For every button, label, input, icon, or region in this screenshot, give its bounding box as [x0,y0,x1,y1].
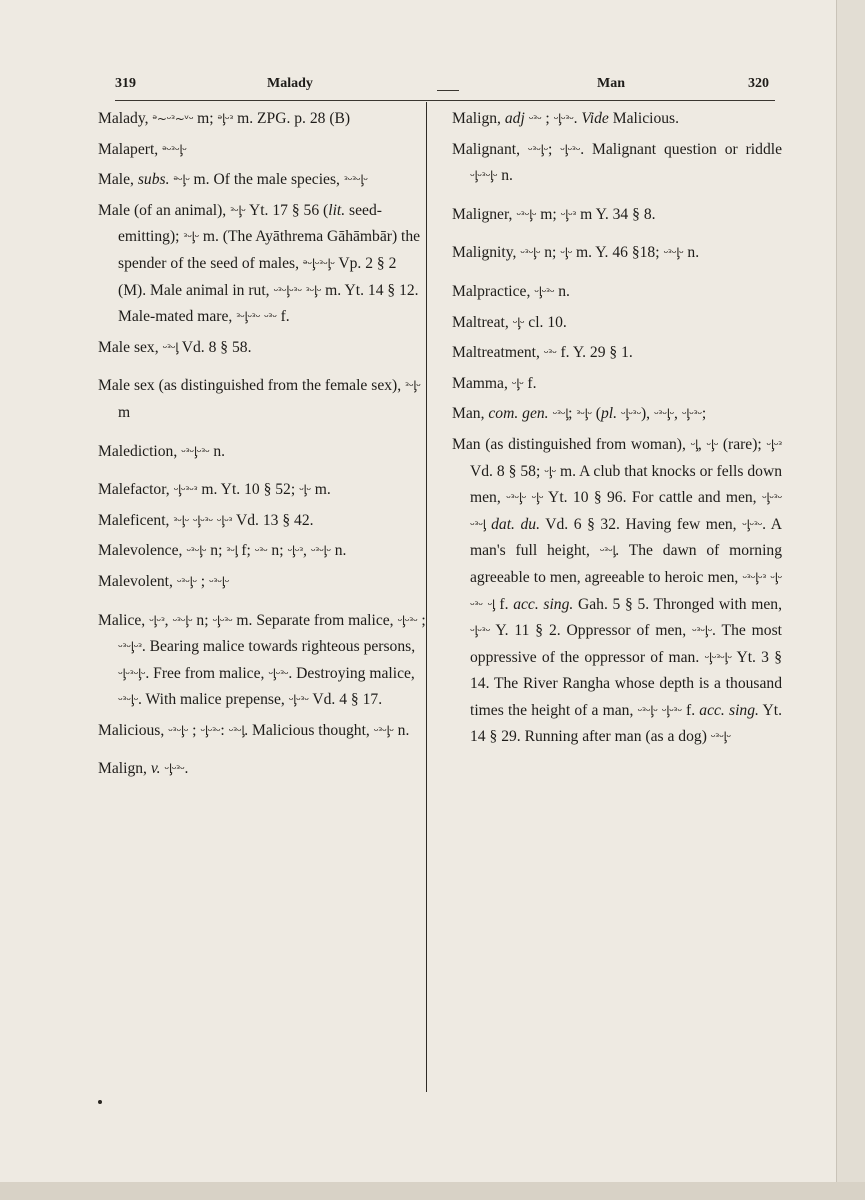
entry-text: , [697,435,707,453]
left-running-title: Malady [267,76,313,91]
entry-text: m. A club that knocks or fells down men, [470,462,783,507]
entry-text: n. [497,167,513,185]
entry-text: Yt. 3 § 14. The River Rangha whose depth is a thousand times the height of a man, [470,648,782,719]
entry-text: . The dawn of morning agreeable to men, agreeable to heroic men, [470,542,783,586]
avestan-script: ᵕᶅᵕᵌᵕ [288,693,309,708]
entry-text: . Bearing malice towards righteous persons, [141,638,416,656]
avestan-script: ᵕᵌᵕ [470,597,483,612]
avestan-script: ᵕᶅᵕᵌᵕ [397,613,418,628]
avestan-script: ᵕᶅ [690,437,698,452]
entry-text: ; [196,572,210,590]
entry-text: m Y. 34 § 8. [576,205,656,223]
dictionary-entry [98,477,426,504]
italic-abbrev: adj [504,110,525,127]
italic-abbrev: Vide [581,110,609,127]
entry-text: Malice, [98,611,150,629]
entry-text: n. [330,542,347,560]
running-header [0,76,865,100]
dictionary-entry [98,198,426,331]
entry-text: Maltreat, [452,313,513,331]
dictionary-entry [452,310,782,337]
entry-text: n; [192,611,213,629]
avestan-script: ᵕᶅᵕᵌᵕ [553,112,574,126]
avestan-script: ᵕᵌᵕᶅᵕ [310,544,331,559]
avestan-script: ᵕᵌᵕᶅᵕ [527,142,548,157]
dictionary-entry [98,718,426,745]
avestan-script: ᵕᶅᵕᵌᵕ [200,723,221,738]
italic-abbrev: acc. sing. [699,701,759,719]
avestan-script: ᵕᵌᵕ [254,544,268,559]
entry-text: n. [554,282,570,300]
dictionary-entry [452,340,782,367]
avestan-script: ᵕᵌᵕᶅᵕ [506,491,527,506]
entry-text: : [220,721,229,739]
entry-text: Yt. 14 § 29. Running after man (as a dog) [470,701,782,746]
avestan-script: ᵕᶅᵕᵌᵕ [470,624,491,639]
entry-text: cl. 10. [524,313,567,331]
column-divider [426,102,427,1092]
avestan-script: ᵕᶅᵕᵌᵕ [661,703,682,718]
dictionary-entry [452,279,782,306]
right-column [452,106,782,755]
avestan-script: ᵊᵕᶅᵕ [173,173,190,188]
entry-text: m. Yt. 14 § 12. Male-mated mare, [118,281,419,326]
avestan-script: ᵕᶅᵕᵌᵕ [212,613,233,628]
italic-abbrev: pl. [600,405,618,423]
dictionary-entry [98,167,426,194]
avestan-script: ᵕᵌᵕᶅᵕ [373,723,394,738]
entry-text: . [573,110,582,127]
italic-abbrev: subs. [137,171,170,189]
avestan-script: ᵕᵌᵕᶅᵕ [118,693,139,708]
dictionary-entry [452,137,782,190]
avestan-script: ᵕᶅᵕᵌᵕᶅᵕ [704,650,732,665]
entry-text: ; [568,405,577,423]
entry-text: . The most oppressive of the oppressor of man. [470,622,782,666]
entry-text: Malevolence, [98,542,187,560]
dictionary-entry [452,106,782,133]
entry-text: Malady, [98,110,153,127]
avestan-script: ᵕᵌᵕ [543,346,557,361]
entry-text: Malefactor, [98,481,174,499]
entry-text: Maligner, [452,205,517,223]
entry-text: m. Of the male species, [189,171,344,189]
entry-text: n; [206,542,227,560]
avestan-script: ᵊᶅᵕᵌ [217,112,234,126]
page-edge-bottom [0,1182,865,1200]
entry-text: Male (of an animal), [98,201,231,219]
entry-text: , [164,611,173,629]
entry-text: Man, [452,405,489,423]
avestan-script: ᵕᵌᵕᶅᵕ [168,723,189,738]
entry-text: Vd. 6 § 32. Having few men, [539,515,743,533]
entry-text: m; [536,205,561,223]
italic-abbrev: com. gen. [488,405,549,423]
avestan-script: ᵕᶅᵕ [770,570,782,585]
avestan-script: ᵕᵌᵕᶅᵕ [692,624,713,639]
avestan-script: ᵊᵕᵌᵕᶅᵕ [162,142,187,157]
dictionary-entry [98,756,426,783]
avestan-script: ᵕᵌᵕ [263,310,277,325]
entry-text: . Malignant question or riddle [580,140,782,158]
entry-text: m. Yt. 10 § 52; [197,481,300,499]
entry-text: Malicious. [608,110,680,127]
dictionary-entry [98,508,426,535]
avestan-script: ᵕᶅᵕᵌᵕ [681,407,702,422]
header-rule [115,100,775,101]
avestan-script: ᵕᶅᵕᵌᵕᶅᵕ [118,666,146,681]
entry-text: Yt. 10 § 96. For cattle and men, [543,489,762,507]
avestan-script: ᵕᶅᵕᵌᵕᵌ [173,483,198,498]
left-page-number: 319 [115,76,136,91]
avestan-script: ᵕᵌᵕ [528,112,542,126]
avestan-script: ᵕᵌᵕᶅᵕ [637,703,658,718]
avestan-script: ᵕᵌᵕᶅ [228,723,245,738]
entry-text: Y. 11 § 2. Oppressor of men, [490,622,692,640]
entry-text: , [674,405,682,423]
entry-text: Yt. 17 § 56 ( [245,201,329,219]
avestan-script: ᵌᵕᶅᵕ [230,203,246,218]
entry-text: m. (The Ayāthrema Gāhāmbār) the spender of the seed of males, [118,228,421,272]
entry-text: Vd. 8 § 58. [178,338,252,356]
entry-text: . With malice prepense, [138,691,289,709]
avestan-script: ᵕᵌᵕᶅᵕ [520,246,541,261]
avestan-script: ᵕᵌᵕᶅ [599,544,616,559]
avestan-script: ᵌᵕᶅᵕ [183,230,199,245]
avestan-script: ᵕᵌᵕᶅᵕ [172,613,193,628]
avestan-script: ᵊ~ᵕᵌ~ᵛᵕ [152,112,194,126]
avestan-script: ᵌᵕᶅᵕ [405,379,421,394]
dictionary-entry [452,202,782,229]
entry-text: Malpractice, [452,282,535,300]
entry-text: (rare); [718,435,767,453]
entry-text: . [184,760,189,778]
entry-text: Male sex (as distinguished from the female sex), [98,377,406,395]
entry-text: Vd. 4 § 17. [308,691,383,709]
entry-text: seed-emitting); [118,201,382,246]
left-column [98,106,426,787]
entry-text: Vd. 8 § 58; [470,462,545,480]
entry-text: Malediction, [98,442,182,460]
entry-text: Malevolent, [98,572,177,590]
entry-text: Maleficent, [98,511,174,529]
entry-text: Man (as distinguished from woman), [452,435,691,453]
avestan-script: ᵕᶅᵕ [531,491,544,506]
avestan-script: ᵕᶅᵕᵌᵕ [620,407,641,422]
avestan-script: ᵕᵌᵕᶅᵕ [186,544,207,559]
avestan-script: ᵕᵌᵕᶅ [552,407,569,422]
right-running-title: Man [597,76,625,91]
avestan-script: ᵕᵌᵕᶅᵕ [663,246,684,261]
avestan-script: ᵕᵌᵕᶅᵕᵌ [118,640,142,655]
entry-text: Gah. 5 § 5. Thronged with men, [573,595,782,613]
avestan-script: ᵕᶅᵕᵌᵕ [192,513,213,528]
entry-text: . Malicious thought, [244,721,374,739]
dictionary-entry [98,439,426,466]
avestan-script: ᵕᶅᵕᵌᵕ [742,517,763,532]
avestan-script: ᵕᶅᵕ [544,464,557,479]
dictionary-entry [452,240,782,267]
avestan-script: ᵕᶅᵕ [299,483,311,498]
italic-abbrev: lit. [328,201,346,219]
entry-text: Malign, [98,760,151,778]
avestan-script: ᵕᶅ [487,597,495,612]
avestan-script: ᵕᶅᵕᵌᵕᶅᵕ [470,169,498,184]
avestan-script: ᵕᶅᵕ [511,376,524,391]
avestan-script: ᵕᵌᵕᶅᵕᵌᵕ [273,283,302,298]
entry-text: f. [523,374,537,392]
avestan-script: ᵌᵕᶅᵕᵌᵕ [236,310,261,325]
entry-text: ; [188,721,201,739]
avestan-script: ᵕᵌᵕᶅᵕ [653,407,675,422]
entry-text: Malign, [452,110,505,127]
entry-text: m. Separate from malice, [232,611,398,629]
avestan-script: ᵕᶅᵕᵌᵕ [761,491,782,506]
page-edge-right [836,0,865,1200]
entry-text: ; [547,140,561,158]
avestan-script: ᵕᶅᵕ [512,315,525,330]
avestan-script: ᵌᵕᶅᵕ [576,407,592,422]
dictionary-entry [98,335,426,362]
avestan-script: ᵊᵕᶅᵕᵌᵕᶅᵕ [302,256,335,271]
avestan-script: ᵌᵕᶅᵕ [173,513,189,528]
avestan-script: ᵕᶅᵕ [706,437,719,452]
dictionary-entry [98,569,426,596]
avestan-script: ᵕᶅᵕᵌᵕ [268,666,289,681]
avestan-script: ᵕᶅᵕᵌ [149,613,165,628]
entry-text: ), [640,405,654,423]
dictionary-entry [452,371,782,398]
entry-text: Male sex, [98,338,163,356]
entry-text: f. [681,701,700,719]
italic-abbrev: acc. sing. [513,595,574,613]
entry-text: Malignity, [452,244,521,262]
dictionary-entry [452,432,782,751]
avestan-script: ᵕᶅᵕᵌ [287,544,304,559]
italic-abbrev: v. [150,760,161,778]
entry-text: Malapert, [98,140,163,158]
entry-text: Maltreatment, [452,344,544,362]
entry-text: f. Y. 29 § 1. [556,344,633,362]
entry-text: ; [541,110,554,127]
avestan-script: ᵕᶅᵕᵌᵕ [164,762,185,777]
entry-text: m. Y. 46 §18; [572,244,664,262]
entry-text: Vp. 2 § 2 (M). Male animal in rut, [118,254,397,299]
dictionary-entry [98,538,426,565]
avestan-script: ᵕᵌᵕᶅᵕᵌ [742,570,767,585]
entry-text: m; [193,110,218,127]
entry-text: . Destroying malice, [288,664,415,682]
entry-text: . A man's full height, [470,515,782,560]
header-dash [437,90,459,91]
entry-text: n. [393,721,410,739]
dictionary-entry [98,106,426,133]
dictionary-entry [98,608,426,714]
entry-text: n; [540,244,561,262]
avestan-script: ᵕᵌᵕᶅᵕ [209,574,230,589]
avestan-script: ᵕᶅᵕᵌᵕ [534,284,555,299]
avestan-script: ᵌᵕᶅ [226,544,238,559]
entry-text: n; [267,542,288,560]
avestan-script: ᵕᵌᵕᶅ [162,340,179,355]
entry-text: . Free from malice, [145,664,269,682]
avestan-script: ᵕᶅᵕᵌᵕ [560,142,581,157]
avestan-script: ᵌᵕᵌᵕᶅᵕ [343,173,368,188]
entry-text: n. [209,442,226,460]
entry-text: Male, [98,171,138,189]
entry-text: f. [276,308,290,326]
avestan-script: ᵕᵌᵕᶅᵕᵌᵕ [181,444,210,459]
entry-text: Malignant, [452,140,528,158]
entry-text: Malicious, [98,721,169,739]
avestan-script: ᵕᵌᵕᶅᵕ [710,730,731,745]
entry-text: Vd. 13 § 42. [232,511,314,529]
entry-text: Mamma, [452,374,512,392]
entry-text: m [118,403,131,421]
dictionary-entry [452,401,782,428]
entry-text: m. [310,481,331,499]
avestan-script: ᵕᶅᵕᵌ [766,437,782,452]
avestan-script: ᵌᵕᶅᵕ [305,283,322,298]
entry-text: ; [417,611,426,629]
avestan-script: ᵕᶅᵕᵌ [560,207,577,222]
stray-ink-mark [98,1100,102,1104]
entry-text: ( [591,405,601,423]
entry-text: n. [683,244,700,262]
entry-text: f; [237,542,255,560]
entry-text: ; [701,405,707,423]
entry-text: , [303,542,311,560]
dictionary-entry [98,373,426,426]
entry-text: m. ZPG. p. 28 (B) [233,110,351,127]
avestan-script: ᵕᵌᵕᶅᵕ [516,207,537,222]
avestan-script: ᵕᵌᵕᶅ [470,517,486,532]
right-page-number: 320 [748,76,769,91]
avestan-script: ᵕᵌᵕᶅᵕ [176,574,197,589]
avestan-script: ᵕᶅᵕ [560,246,573,261]
italic-abbrev: dat. du. [491,515,540,533]
entry-text: f. [494,595,514,613]
avestan-script: ᵕᶅᵕᵌ [216,513,233,528]
dictionary-entry [98,137,426,164]
